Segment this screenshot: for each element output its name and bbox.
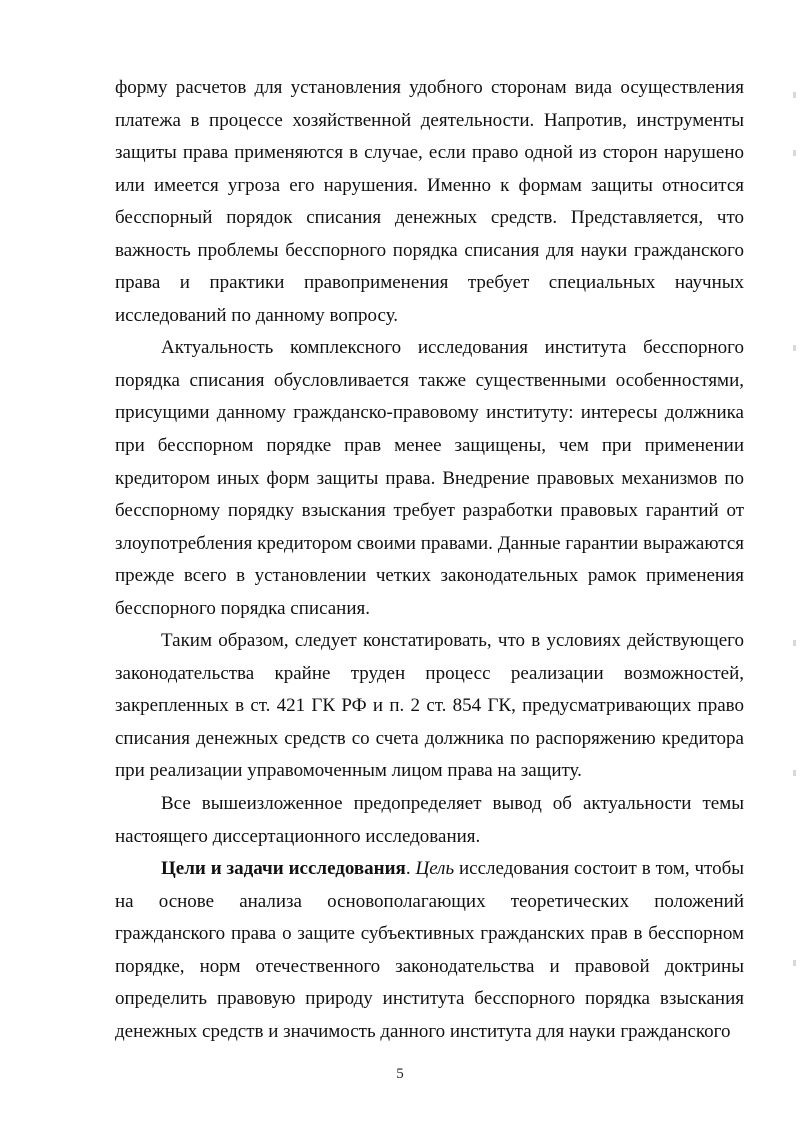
scan-artifact [793,960,796,966]
scan-artifact [793,92,796,98]
paragraph-4: Все вышеизложенное предопределяет вывод об актуальности темы настоящего диссертационного исследования. [115,793,744,847]
scan-artifact [793,770,796,776]
paragraph-goals [115,853,744,1048]
page-number: 5 [396,1066,404,1082]
scan-artifact [793,640,796,646]
paragraph-2: Актуальность комплексного исследования института бесспорного порядка списания обусловливается также существенными особенностями, присущими данному гражданско-правовому институту: интересы должника при бесспорном порядке прав менее защищены, чем при применении кредитором иных форм защиты права. Внедрение правовых механизмов по бесспорному порядку взыскания требует разработки правовых гарантий от злоупотребления кредитором своими правами. Данные гарантии выражаются прежде всего в установлении четких законодательных рамок применения бесспорного порядка списания. [115,337,744,619]
goals-heading: Цели и задачи исследования [161,858,406,880]
goals-heading-punct: . [405,858,416,880]
scan-artifact [793,345,796,351]
goals-italic-term: Цель [415,858,455,880]
paragraph-3: Таким образом, следует констатировать, что в условиях действующего законодательства крайне труден процесс реализации возможностей, закрепленных в ст. 421 ГК РФ и п. 2 ст. 854 ГК, предусматривающих право списания денежных средств со счета должника по распоряжению кредитора при реализации управомоченным лицом права на защиту. [115,630,744,782]
body-text [115,72,744,1048]
paragraph-1: форму расчетов для установления удобного сторонам вида осуществления платежа в процессе хозяйственной деятельности. Напротив, инструменты защиты права применяются в случае, если право одной из сторон нарушено или имеется угроза его нарушения. Именно к формам защиты относится бесспорный порядок списания денежных средств. Представляется, что важность проблемы бесспорного порядка списания для науки гражданского права и практики правоприменения требует специальных научных исследований по данному вопросу. [115,77,744,326]
goals-text: исследования состоит в том, чтобы на основе анализа основополагающих теоретических положений гражданского права о защите субъективных гражданских прав в бесспорном порядке, норм отечественного законодательства и правовой доктрины определить правовую природу института бесспорного порядка взыскания денежных средств и значимость данного института для науки гражданского [115,858,745,1042]
scan-artifact [793,150,796,156]
